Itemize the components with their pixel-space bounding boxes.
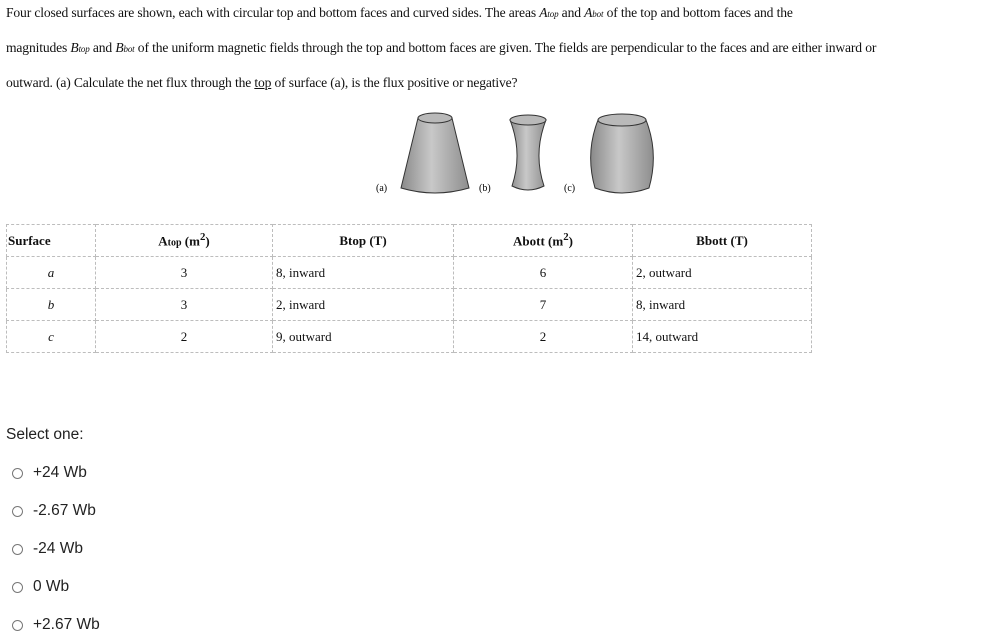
header-atop: Atop $(m^2)$ xyxy=(96,225,273,257)
cell-btop: 9, outward xyxy=(273,321,454,353)
radio-icon[interactable] xyxy=(12,468,23,479)
radio-icon[interactable] xyxy=(12,506,23,517)
cell-abot: 2 xyxy=(454,321,633,353)
question-line-2: magnitudes Btop and Bbot of the uniform magnetic fields through the top and bottom faces are given. The fields are perpendicular to the faces and are either inward or xyxy=(6,40,877,55)
answer-option[interactable] xyxy=(6,454,100,492)
radio-icon[interactable] xyxy=(12,620,23,631)
question-line-1: Four closed surfaces are shown, each with circular top and bottom faces and curved sides. The areas Atop and Abot of the top and bottom faces and the xyxy=(6,5,793,20)
cell-surface: c xyxy=(7,321,96,353)
cell-btop: 8, inward xyxy=(273,257,454,289)
cell-atop: 3 xyxy=(96,257,273,289)
select-one-label: Select one: xyxy=(6,426,84,443)
answer-option[interactable] xyxy=(6,568,100,606)
cell-btop: 2, inward xyxy=(273,289,454,321)
table-row xyxy=(7,289,812,321)
cell-bbot: 8, inward xyxy=(633,289,812,321)
question-line-3: outward. (a) Calculate the net flux through the top of surface (a), is the flux positive or negative? xyxy=(6,75,518,90)
answer-options xyxy=(6,426,100,644)
cell-bbot: 14, outward xyxy=(633,321,812,353)
caption-c: (c) xyxy=(564,183,576,194)
cell-bbot: 2, outward xyxy=(633,257,812,289)
answer-option[interactable] xyxy=(6,492,100,530)
cell-atop: 3 xyxy=(96,289,273,321)
table-header-row xyxy=(7,225,812,257)
radio-icon[interactable] xyxy=(12,544,23,555)
cell-abot: 6 xyxy=(454,257,633,289)
answer-option[interactable] xyxy=(6,530,100,568)
cell-atop: 2 xyxy=(96,321,273,353)
table-row xyxy=(7,257,812,289)
header-surface: Surface xyxy=(7,225,96,257)
caption-a: (a) xyxy=(376,183,388,194)
cell-surface: b xyxy=(7,289,96,321)
answer-option-label: -2.67 Wb xyxy=(33,502,96,519)
header-bbot: Bbott (T) xyxy=(633,225,812,257)
surface-b-shape xyxy=(510,115,546,190)
data-table xyxy=(6,224,812,353)
table-row xyxy=(7,321,812,353)
answer-option-label: +2.67 Wb xyxy=(33,616,100,633)
surface-c-shape xyxy=(591,114,654,193)
answer-option-label: -24 Wb xyxy=(33,540,83,557)
answer-option-label: +24 Wb xyxy=(33,464,87,481)
cell-abot: 7 xyxy=(454,289,633,321)
surfaces-figure xyxy=(376,108,670,200)
answer-option-label: 0 Wb xyxy=(33,578,70,595)
answer-option[interactable] xyxy=(6,606,100,644)
radio-icon[interactable] xyxy=(12,582,23,593)
caption-b: (b) xyxy=(479,183,491,194)
surface-a-shape xyxy=(401,113,469,193)
header-abot: Abott $(m^2)$ xyxy=(454,225,633,257)
header-btop: Btop (T) xyxy=(273,225,454,257)
cell-surface: a xyxy=(7,257,96,289)
